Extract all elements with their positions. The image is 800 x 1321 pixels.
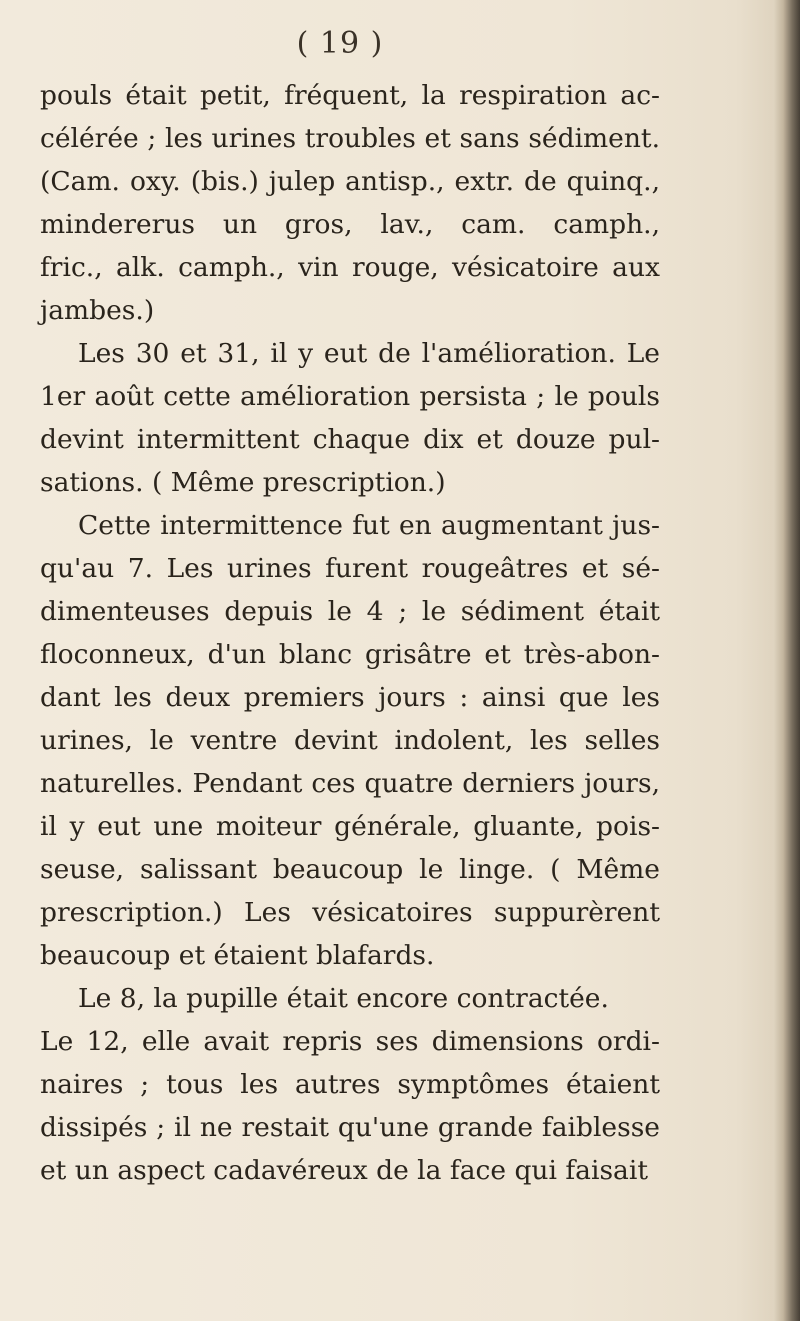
text-line: célérée ; les urines troubles et sans sédiment. (40, 123, 660, 154)
text-line: sations. ( Même prescription.) (40, 467, 446, 498)
body-text (40, 74, 660, 1192)
text-line: beaucoup et étaient blafards. (40, 940, 435, 971)
text-line: qu'au 7. Les urines furent rougeâtres et sé- (40, 553, 660, 584)
text-line: prescription.) Les vésicatoires suppurèrent (40, 897, 660, 928)
page-number: ( 19 ) (296, 26, 384, 61)
text-line: pouls était petit, fréquent, la respiration ac- (40, 80, 660, 111)
book-spine-shadow (774, 0, 800, 1321)
text-line: urines, le ventre devint indolent, les selles (40, 725, 660, 756)
text-line: jambes.) (40, 295, 155, 326)
text-line: dimenteuses depuis le 4 ; le sédiment était (40, 596, 660, 627)
text-line: floconneux, d'un blanc grisâtre et très-abon- (40, 639, 660, 670)
text-line: 1er août cette amélioration persista ; le pouls (40, 381, 660, 412)
text-line: Le 8, la pupille était encore contractée. (78, 983, 609, 1014)
text-line: naires ; tous les autres symptômes étaient (40, 1069, 660, 1100)
text-line: (Cam. oxy. (bis.) julep antisp., extr. de quinq., (40, 166, 660, 197)
text-line: mindererus un gros, lav., cam. camph., (40, 209, 660, 240)
text-line: fric., alk. camph., vin rouge, vésicatoire aux (40, 252, 660, 283)
text-line: Les 30 et 31, il y eut de l'amélioration. Le (78, 338, 660, 369)
text-line: Le 12, elle avait repris ses dimensions ordi- (40, 1026, 660, 1057)
text-line: dant les deux premiers jours : ainsi que les (40, 682, 660, 713)
text-line: Cette intermittence fut en augmentant jus- (78, 510, 660, 541)
text-line: devint intermittent chaque dix et douze pul- (40, 424, 660, 455)
text-line: et un aspect cadavéreux de la face qui faisait (40, 1155, 648, 1186)
text-line: naturelles. Pendant ces quatre derniers jours, (40, 768, 660, 799)
text-line: dissipés ; il ne restait qu'une grande faiblesse (40, 1112, 660, 1143)
text-line: seuse, salissant beaucoup le linge. ( Même (40, 854, 660, 885)
text-line: il y eut une moiteur générale, gluante, pois- (40, 811, 660, 842)
